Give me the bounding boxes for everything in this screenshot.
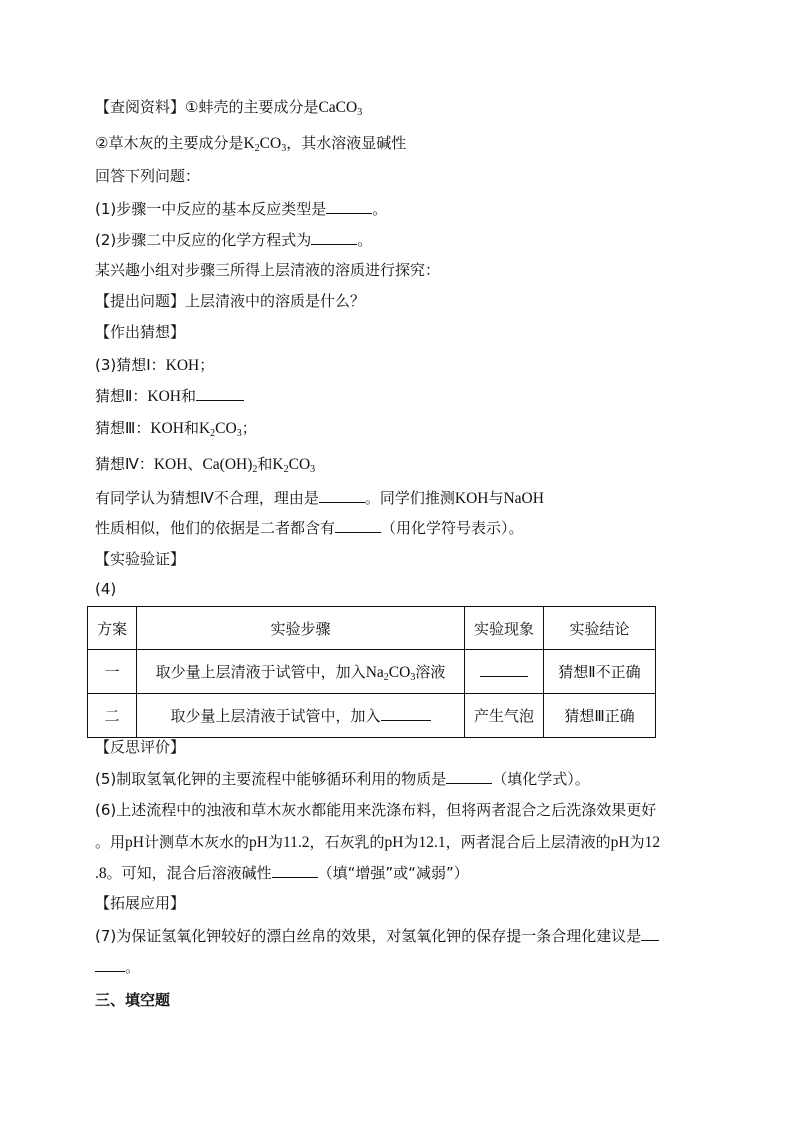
cell-conclusion: 猜想Ⅱ不正确: [544, 650, 656, 694]
text: 有同学认为猜想Ⅳ不合理，理由是: [95, 489, 319, 507]
text: ，石灰乳的: [309, 833, 385, 851]
question-5: [95, 769, 590, 789]
subscript: 2: [254, 143, 260, 154]
ph-value: 12.1: [418, 834, 446, 851]
formula-text: Na: [365, 664, 384, 681]
symbol-ph: pH: [610, 834, 630, 851]
section-experiment: 【实验验证】: [95, 550, 186, 568]
cell-step: [137, 650, 465, 694]
text: 和: [257, 455, 273, 473]
subscript: 3: [357, 107, 363, 118]
symbol-ph: pH: [248, 834, 268, 851]
formula-koh: KOH: [454, 490, 489, 507]
section-extension: 【拓展应用】: [95, 894, 186, 912]
answer-blank-6[interactable]: [480, 662, 528, 677]
question-6-line-1: (6)上述流程中的浊液和草木灰水都能用来洗涤布料，但将两者混合之后洗涤效果更好: [95, 801, 657, 819]
text: （填“增强”或“减弱”）: [317, 864, 469, 882]
formula-koh: KOH: [153, 456, 188, 473]
formula-text: CaCO: [318, 99, 358, 116]
section-hypothesis: 【作出猜想】: [95, 323, 186, 341]
text: 。: [125, 958, 141, 976]
symbol-ph: pH: [384, 834, 404, 851]
question-6-line-3: [95, 863, 469, 884]
formula-koh: KOH: [150, 420, 184, 437]
text: (1)步骤一中反应的基本反应类型是: [95, 200, 327, 218]
hypothesis-3: [95, 418, 257, 439]
text: (2)步骤二中反应的化学方程式为: [95, 231, 312, 249]
text: 和: [180, 387, 196, 405]
formula-k2co3: [199, 420, 242, 437]
table-header-row: [88, 607, 656, 650]
hypothesis-1: [95, 355, 214, 376]
formula-text: Ca(OH): [202, 456, 253, 473]
symbol-ph: pH: [125, 834, 144, 851]
cell-phenomenon: [465, 650, 544, 694]
formula-text: K: [198, 420, 211, 437]
subscript: 2: [252, 464, 258, 475]
text: 取少量上层清液于试管中，加入: [170, 707, 381, 725]
table-row: [88, 650, 656, 694]
text: （用化学符号表示）。: [381, 519, 524, 537]
text: 。: [372, 200, 388, 218]
formula-k2co3: [243, 135, 286, 152]
subscript: 2: [210, 428, 216, 439]
text: 和: [183, 419, 199, 437]
text: 与: [488, 489, 504, 507]
formula-text: K: [243, 135, 255, 152]
section-fill-in-title: 三、填空题: [95, 991, 171, 1009]
text: 。同学们推测: [364, 489, 455, 507]
text: ；: [241, 419, 257, 437]
header-plan: 方案: [88, 607, 137, 650]
answer-blank-5[interactable]: [335, 518, 381, 533]
formula-caoh2: [202, 456, 257, 473]
hypothesis-4: [95, 454, 315, 475]
text: ，其水溶液显碱性: [286, 134, 407, 152]
text: 。用: [95, 833, 126, 851]
text: 取少量上层清液于试管中，加入: [155, 663, 366, 681]
question-2: [95, 230, 372, 250]
cell-step: [137, 694, 465, 738]
formula-koh: KOH: [147, 388, 181, 405]
subscript: 3: [281, 143, 287, 154]
formula-text: K: [272, 456, 284, 473]
cell-plan: 一: [88, 650, 137, 694]
text: 性质相似，他们的依据是二者都含有: [95, 519, 336, 537]
answer-blank-7[interactable]: [381, 706, 431, 721]
formula-text: CO: [288, 456, 311, 473]
cell-plan: 二: [88, 694, 137, 738]
question-1: [95, 199, 387, 219]
text: 溶液: [415, 663, 446, 681]
line-hypothesis-4-reason: [95, 488, 544, 509]
text: 为: [267, 833, 283, 851]
formula-caco3: [318, 99, 362, 116]
subscript: 3: [236, 428, 242, 439]
section-raise-question: 【提出问题】上层清液中的溶质是什么？: [95, 292, 366, 310]
answer-blank-1[interactable]: [326, 199, 372, 214]
cell-conclusion: 猜想Ⅲ正确: [544, 694, 656, 738]
line-answer-prompt: 回答下列问题：: [95, 167, 201, 185]
text: ，两者混合后上层清液的: [445, 833, 611, 851]
question-4-label: (4): [95, 580, 117, 598]
header-steps: 实验步骤: [137, 607, 465, 650]
ph-value: 11.2: [282, 834, 310, 851]
subscript: 2: [283, 464, 289, 475]
ph-value: .8: [95, 865, 107, 882]
formula-koh: KOH: [165, 357, 200, 374]
header-conclusion: 实验结论: [544, 607, 656, 650]
table-row: [88, 694, 656, 738]
text: 。可知，混合后溶液碱性: [106, 864, 272, 882]
subscript: 2: [383, 672, 389, 683]
ph-value: 12: [644, 834, 661, 851]
answer-blank-10b[interactable]: [95, 957, 125, 972]
text: 猜想Ⅱ：: [95, 387, 148, 405]
text: (7)为保证氢氧化钾较好的漂白丝帛的效果，对氢氧化钾的保存提一条合理化建议是: [95, 927, 642, 945]
text: (3)猜想Ⅰ：: [95, 356, 166, 374]
text: ②草木灰的主要成分是: [95, 134, 244, 152]
question-6-line-2: [95, 832, 660, 853]
text: 、: [187, 455, 203, 473]
text: 猜想Ⅳ：: [95, 455, 154, 473]
experiment-table: [87, 606, 656, 738]
answer-blank-3[interactable]: [196, 386, 244, 401]
line-query-info-1: [95, 97, 362, 118]
formula-na2co3: [366, 664, 416, 681]
text: 为: [629, 833, 645, 851]
formula-naoh: NaOH: [503, 490, 544, 507]
formula-text: CO: [215, 420, 237, 437]
answer-blank-8[interactable]: [446, 769, 492, 784]
text: 【查阅资料】①蚌壳的主要成分是: [95, 98, 319, 116]
formula-text: CO: [388, 664, 411, 681]
answer-blank-2[interactable]: [311, 230, 357, 245]
cell-phenomenon: 产生气泡: [465, 694, 544, 738]
formula-k2co3: [272, 456, 315, 473]
answer-blank-4[interactable]: [319, 488, 365, 503]
subscript: 3: [410, 672, 416, 683]
text: 。: [357, 231, 373, 249]
formula-text: CO: [259, 135, 282, 152]
line-similarity-basis: [95, 518, 524, 538]
text: 为: [403, 833, 419, 851]
header-phenomenon: 实验现象: [465, 607, 544, 650]
text: 计测草木灰水的: [143, 833, 249, 851]
hypothesis-2: [95, 386, 244, 407]
line-query-info-2: [95, 133, 406, 154]
question-7-line-1: [95, 926, 659, 946]
subscript: 3: [310, 464, 316, 475]
text: 猜想Ⅲ：: [95, 419, 151, 437]
answer-blank-10a[interactable]: [641, 926, 659, 941]
line-investigation-intro: 某兴趣小组对步骤三所得上层清液的溶质进行探究：: [95, 261, 441, 279]
text: ；: [199, 356, 215, 374]
text: （填化学式）。: [492, 770, 590, 788]
question-7-line-2: [95, 957, 140, 977]
section-reflection: 【反思评价】: [95, 738, 186, 756]
answer-blank-9[interactable]: [272, 863, 318, 878]
text: (5)制取氢氧化钾的主要流程中能够循环利用的物质是: [95, 770, 447, 788]
